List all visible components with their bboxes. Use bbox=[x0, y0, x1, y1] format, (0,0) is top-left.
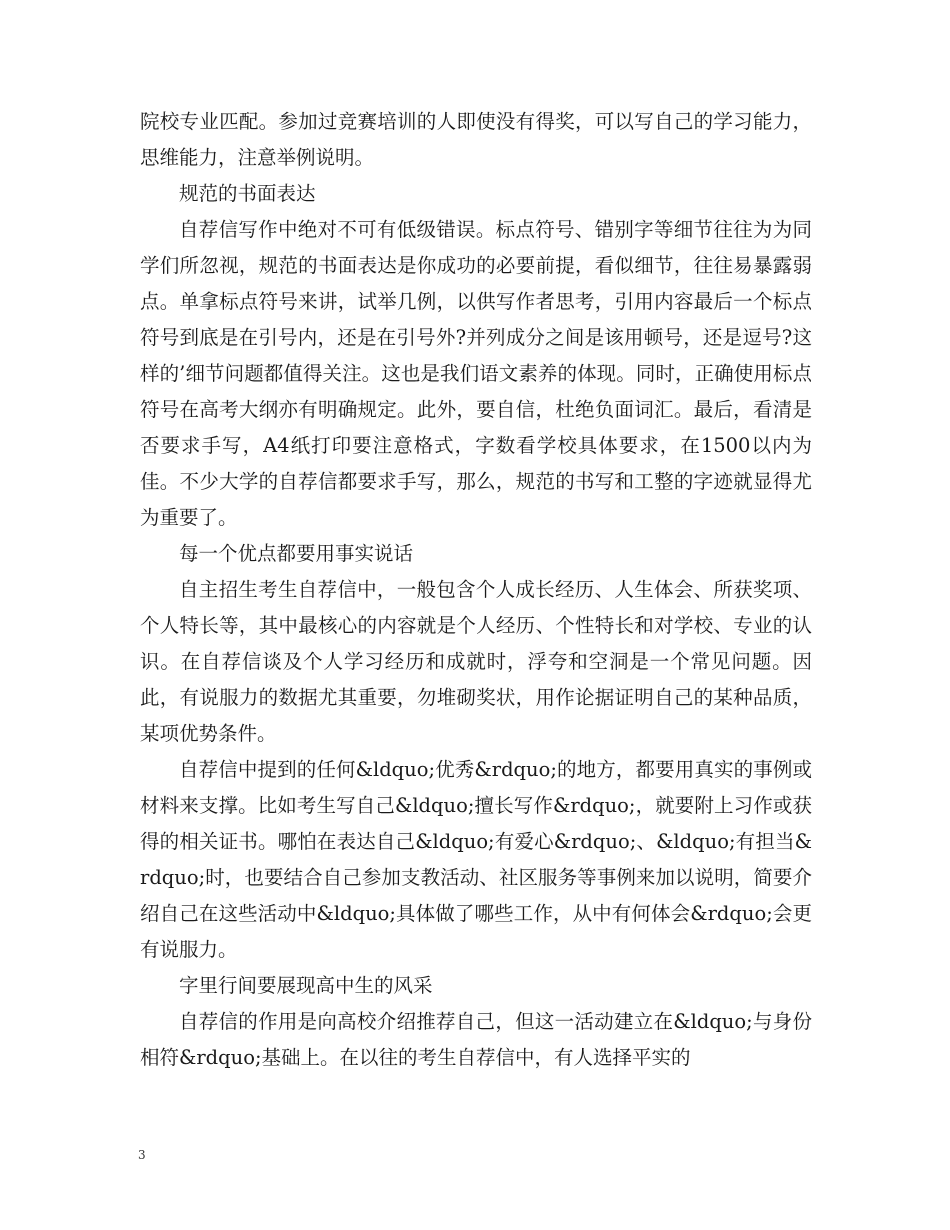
section-heading-facts: 每一个优点都要用事实说话 bbox=[179, 542, 414, 565]
paragraph: 自荐信中提到的任何&ldquo;优秀&rdquo;的地方，都要用真实的事例或材料来支撑。比如考生写自己&ldquo;擅长写作&rdquo;，就要附上习作或获得的相关证书。哪怕在表达自己&ldquo;有爱心&rdquo;、&ldquo;有担当&rdquo;时，也要结合自己参加支教活动、社区服务等事例来加以说明，简要介绍自己在这些活动中&ldquo;具体做了哪些工作，从中有何体会&rdquo;会更有说服力。 bbox=[140, 758, 812, 961]
paragraph: 自荐信写作中绝对不可有低级错误。标点符号、错别字等细节往往为为同学们所忽视，规范的书面表达是你成功的必要前提，看似细节，往往易暴露弱点。单拿标点符号来讲，试举几例，以供写作者思考，引用内容最后一个标点符号到底是在引号内，还是在引号外?并列成分之间是该用顿号，还是逗号?这样的’细节问题都值得关注。这也是我们语文素养的体现。同时，正确使用标点符号在高考大纲亦有明确规定。此外，要自信，杜绝负面词汇。最后，看清是否要求手写，A4纸打印要注意格式，字数看学校具体要求，在1500以内为佳。不少大学的自荐信都要求手写，那么，规范的书写和工整的字迹就显得尤为重要了。 bbox=[140, 218, 812, 529]
section-heading-writing-standards: 规范的书面表达 bbox=[179, 182, 316, 205]
section-heading-style: 字里行间要展现高中生的风采 bbox=[179, 974, 433, 997]
paragraph: 自主招生考生自荐信中，一般包含个人成长经历、人生体会、所获奖项、个人特长等，其中最核心的内容就是个人经历、个性特长和对学校、专业的认识。在自荐信谈及个人学习经历和成就时，浮夸和空洞是一个常见问题。因此，有说服力的数据尤其重要，勿堆砌奖状，用作论据证明自己的某种品质，某项优势条件。 bbox=[140, 578, 812, 745]
page-number: 3 bbox=[138, 1148, 146, 1162]
document-body bbox=[140, 104, 812, 1076]
paragraph-continued: 院校专业匹配。参加过竞赛培训的人即使没有得奖，可以写自己的学习能力，思维能力，注意举例说明。 bbox=[140, 110, 812, 169]
paragraph: 自荐信的作用是向高校介绍推荐自己，但这一活动建立在&ldquo;与身份相符&rdquo;基础上。在以往的考生自荐信中，有人选择平实的 bbox=[140, 1010, 812, 1069]
